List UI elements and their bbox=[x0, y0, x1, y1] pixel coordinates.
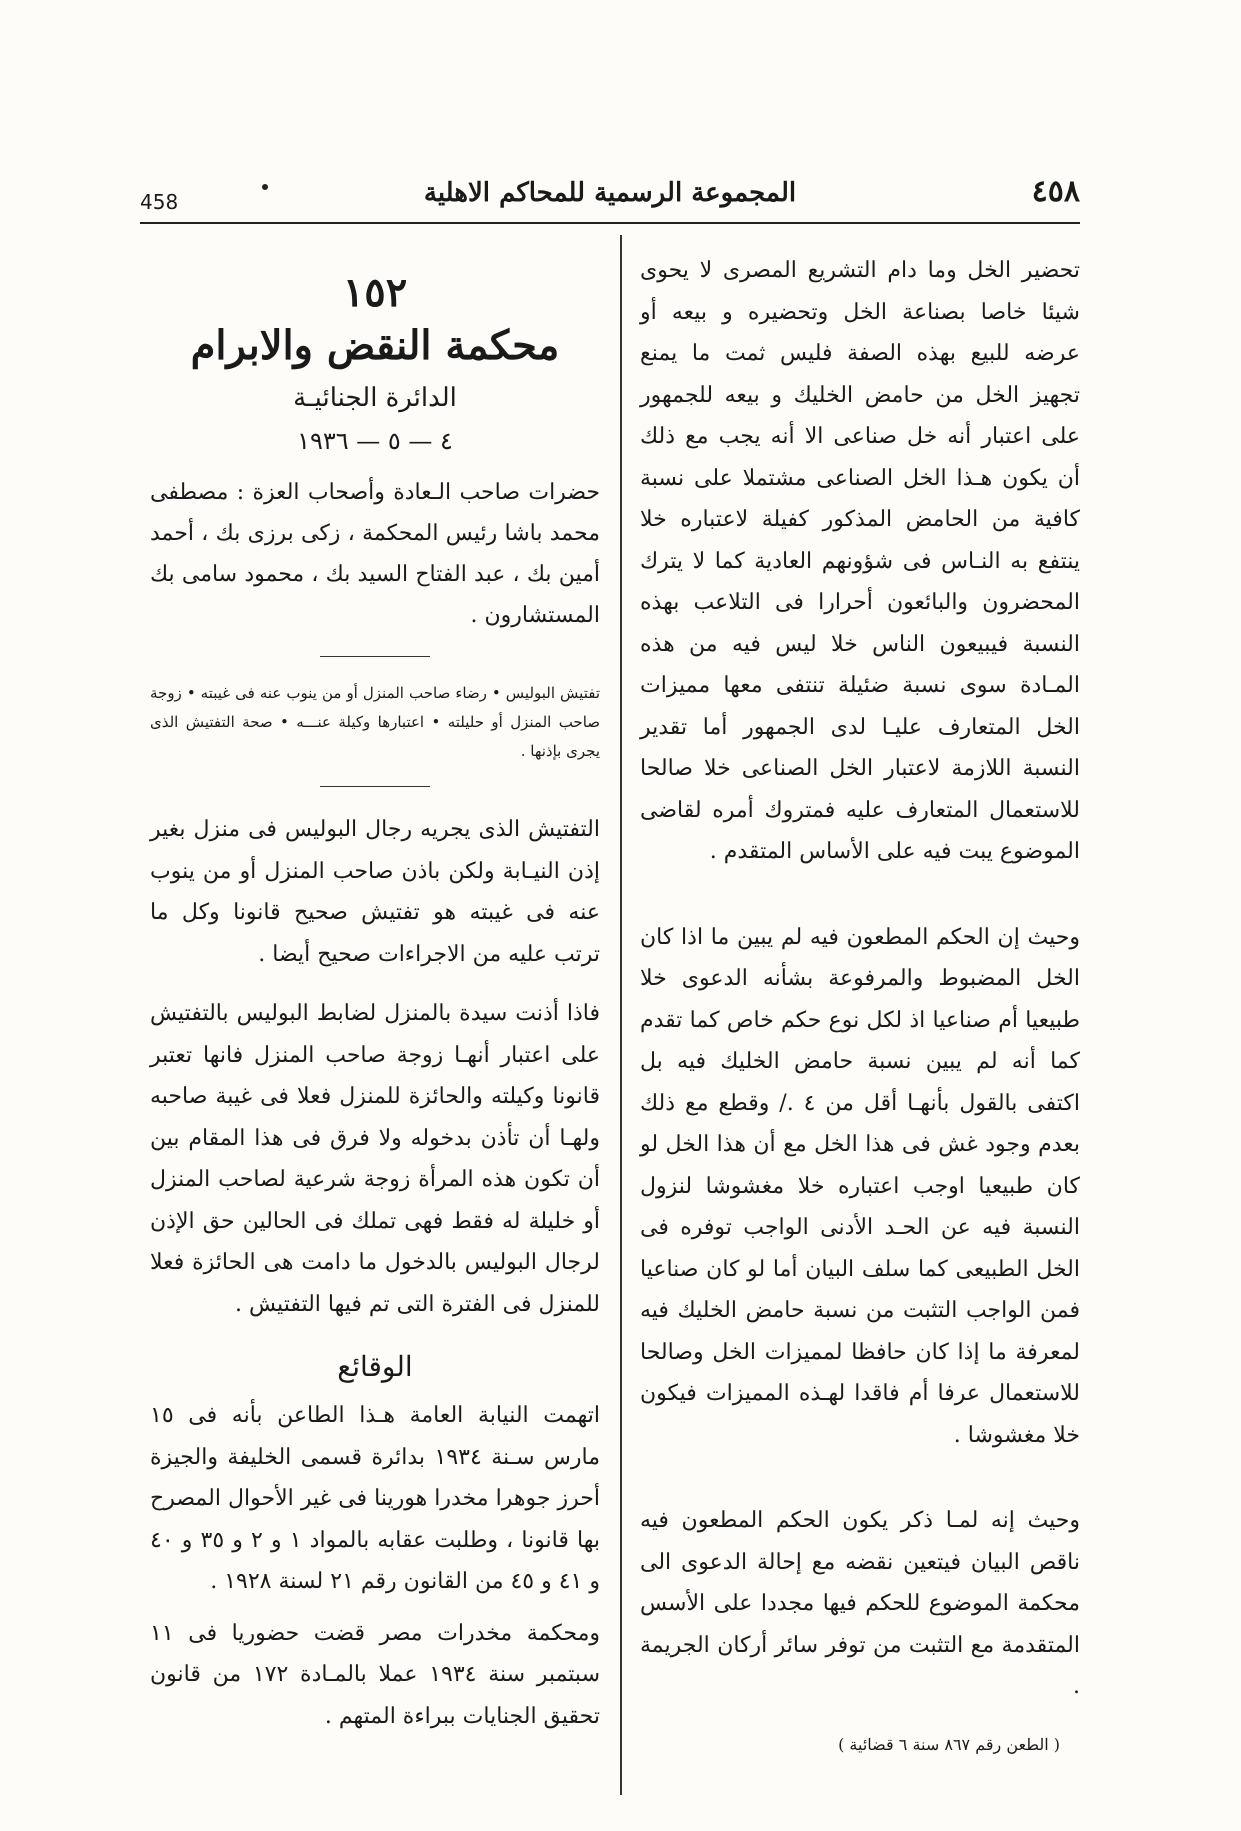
judgment-paragraph: تحضير الخل وما دام التشريع المصرى لا يحوى شيئا خاصا بصناعة الخل وتحضيره و بيعه أو عرضه للبيع بهذه الصفة فليس ثمت ما يمنع تجهيز الخل من حامض الخليك و بيعه للجمهور على اعتبار أنه خل صناعى الا أنه يجب مع ذلك أن يكون هـذا الخل الصناعى مشتملا على نسبة كافية من الحامض المذكور كفيلة لاعتباره خلا ينتفع به النـاس فى شؤونهم العادية كما لا يترك المحضرون والبائعون أحرارا فى التلاعب بهذه النسبة فيبيعون الناس خلا ليس فيه من هذه المـادة سوى نسبة ضئيلة تنتفى معها مميزات الخل المتعارف عليـا لدى الجمهور أما تقدير النسبة اللازمة لاعتبار الخل الصناعى خلا صالحا للاستعمال المتعارف عليه فمتروك أمره لقاضى الموضوع يبت فيه على الأساس المتقدم . bbox=[640, 258, 1080, 864]
facts-paragraph: اتهمت النيابة العامة هـذا الطاعن بأنه فى ١٥ مارس سـنة ١٩٣٤ بدائرة قسمى الخليفة والجيزة أحرز جوهرا مخدرا هورينا فى غير الأحوال المصرح بها قانونا ، وطلبت عقابه بالمواد ١ و ٢ و ٣٥ و ٤٠ و ٤١ و ٤٥ من القانون رقم ٢١ لسنة ١٩٢٨ . bbox=[150, 1403, 600, 1594]
section-rule bbox=[320, 786, 430, 787]
running-title: المجموعة الرسمية للمحاكم الاهلية bbox=[423, 178, 797, 208]
page-number-latin: 458 bbox=[140, 190, 179, 214]
paragraph-gap bbox=[640, 873, 1080, 917]
paragraph-gap bbox=[150, 975, 600, 993]
section-rule bbox=[320, 656, 430, 657]
case-number: ١٥٢ bbox=[342, 269, 408, 316]
appeal-reference: ( الطعن رقم ٨٦٧ سنة ٦ قضائية ) bbox=[838, 1734, 1060, 1754]
court-name: محكمة النقض والابرام bbox=[190, 322, 560, 369]
principle-paragraph: فاذا أذنت سيدة بالمنزل لضابط البوليس بالتفتيش على اعتبار أنهـا زوجة صاحب المنزل فانها تعتبر قانونا وكيلته والحائزة للمنزل فعلا فى غيبة صاحبه ولهـا أن تأذن بدخوله ولا فرق فى هذا المقام بين أن تكون هذه المرأة زوجة شرعية لصاحب المنزل أو خليلة له فقط فهى تملك فى الحالين حق الإذن لرجال البوليس بالدخول ما دامت هى الحائزة فعلا للمنزل فى الفترة التى تم فيها التفتيش . bbox=[150, 1001, 600, 1317]
judges-list: حضرات صاحب الـعادة وأصحاب العزة : مصطفى محمد باشا رئيس المحكمة ، زكى برزى بك ، أحمد أمين بك ، عبد الفتاح السيد بك ، محمود سامى بك المستشارون . bbox=[150, 480, 600, 628]
right-column bbox=[640, 250, 1080, 1760]
facts-title: الوقائع bbox=[337, 1350, 413, 1383]
facts-paragraph: ومحكمة مخدرات مصر قضت حضوريا فى ١١ سبتمبر سنة ١٩٣٤ عملا بالمـادة ١٧٢ من قانون تحقيق الجنايات ببراءة المتهم . bbox=[150, 1620, 601, 1729]
judgment-paragraph: وحيث إن الحكم المطعون فيه لم يبين ما اذا كان الخل المضبوط والمرفوعة بشأنه الدعوى خلا طبيعيا أم صناعيا اذ لكل نوع حكم خاص كما تقدم كما أنه لم يبين نسبة حامض الخليك فيه بل اكتفى بالقول بأنهـا أقل من ٤ ./ وقطع مع ذلك بعدم وجود غش فى هذا الخل مع أن هذا الخل لو كان طبيعيا اوجب اعتباره خلا مغشوشا لنزول النسبة فيه عن الحـد الأدنى الواجب توفره فى الخل الطبيعى كما سلف البيان أما لو كان صناعيا فمن الواجب التثبت من نسبة حامض الخليك فيه لمعرفة ما إذا كان حافظا لمميزات الخل وصالحا للاستعمال عرفا أم فاقدا لهـذه المميزات فيكون خلا مغشوشا . bbox=[640, 924, 1080, 1448]
case-summary: تفتيش البوليس • رضاء صاحب المنزل أو من ينوب عنه فى غيبته • زوجة صاحب المنزل أو حليلته • اعتبارها وكيلة عنـــه • صحة التفتيش الذى يجرى بإذنها . bbox=[150, 684, 600, 760]
judgment-date: ٤ — ٥ — ١٩٣٦ bbox=[297, 427, 453, 455]
column-divider bbox=[620, 235, 622, 1795]
page-header bbox=[140, 170, 1080, 230]
court-circuit: الدائرة الجنائيـة bbox=[293, 383, 457, 413]
principle-paragraph: التفتيش الذى يجريه رجال البوليس فى منزل بغير إذن النيـابة ولكن باذن صاحب المنزل أو من ينوب عنه فى غيبته هو تفتيش صحيح قانونا وكل ما ترتب عليه من الاجراءات صحيح أيضا . bbox=[150, 817, 600, 967]
header-rule bbox=[140, 222, 1080, 224]
print-dot bbox=[262, 184, 268, 190]
page-number-arabic: ٤٥٨ bbox=[1031, 174, 1080, 209]
paragraph-gap bbox=[640, 1456, 1080, 1500]
left-column bbox=[150, 250, 600, 1737]
judgment-paragraph: وحيث إنه لمـا ذكر يكون الحكم المطعون فيه ناقص البيان فيتعين نقضه مع إحالة الدعوى الى محكمة الموضوع للحكم فيها مجددا على الأسس المتقدمة مع التثبت من توفر سائر أركان الجريمة . bbox=[640, 1508, 1080, 1699]
paragraph-gap bbox=[150, 1603, 600, 1613]
